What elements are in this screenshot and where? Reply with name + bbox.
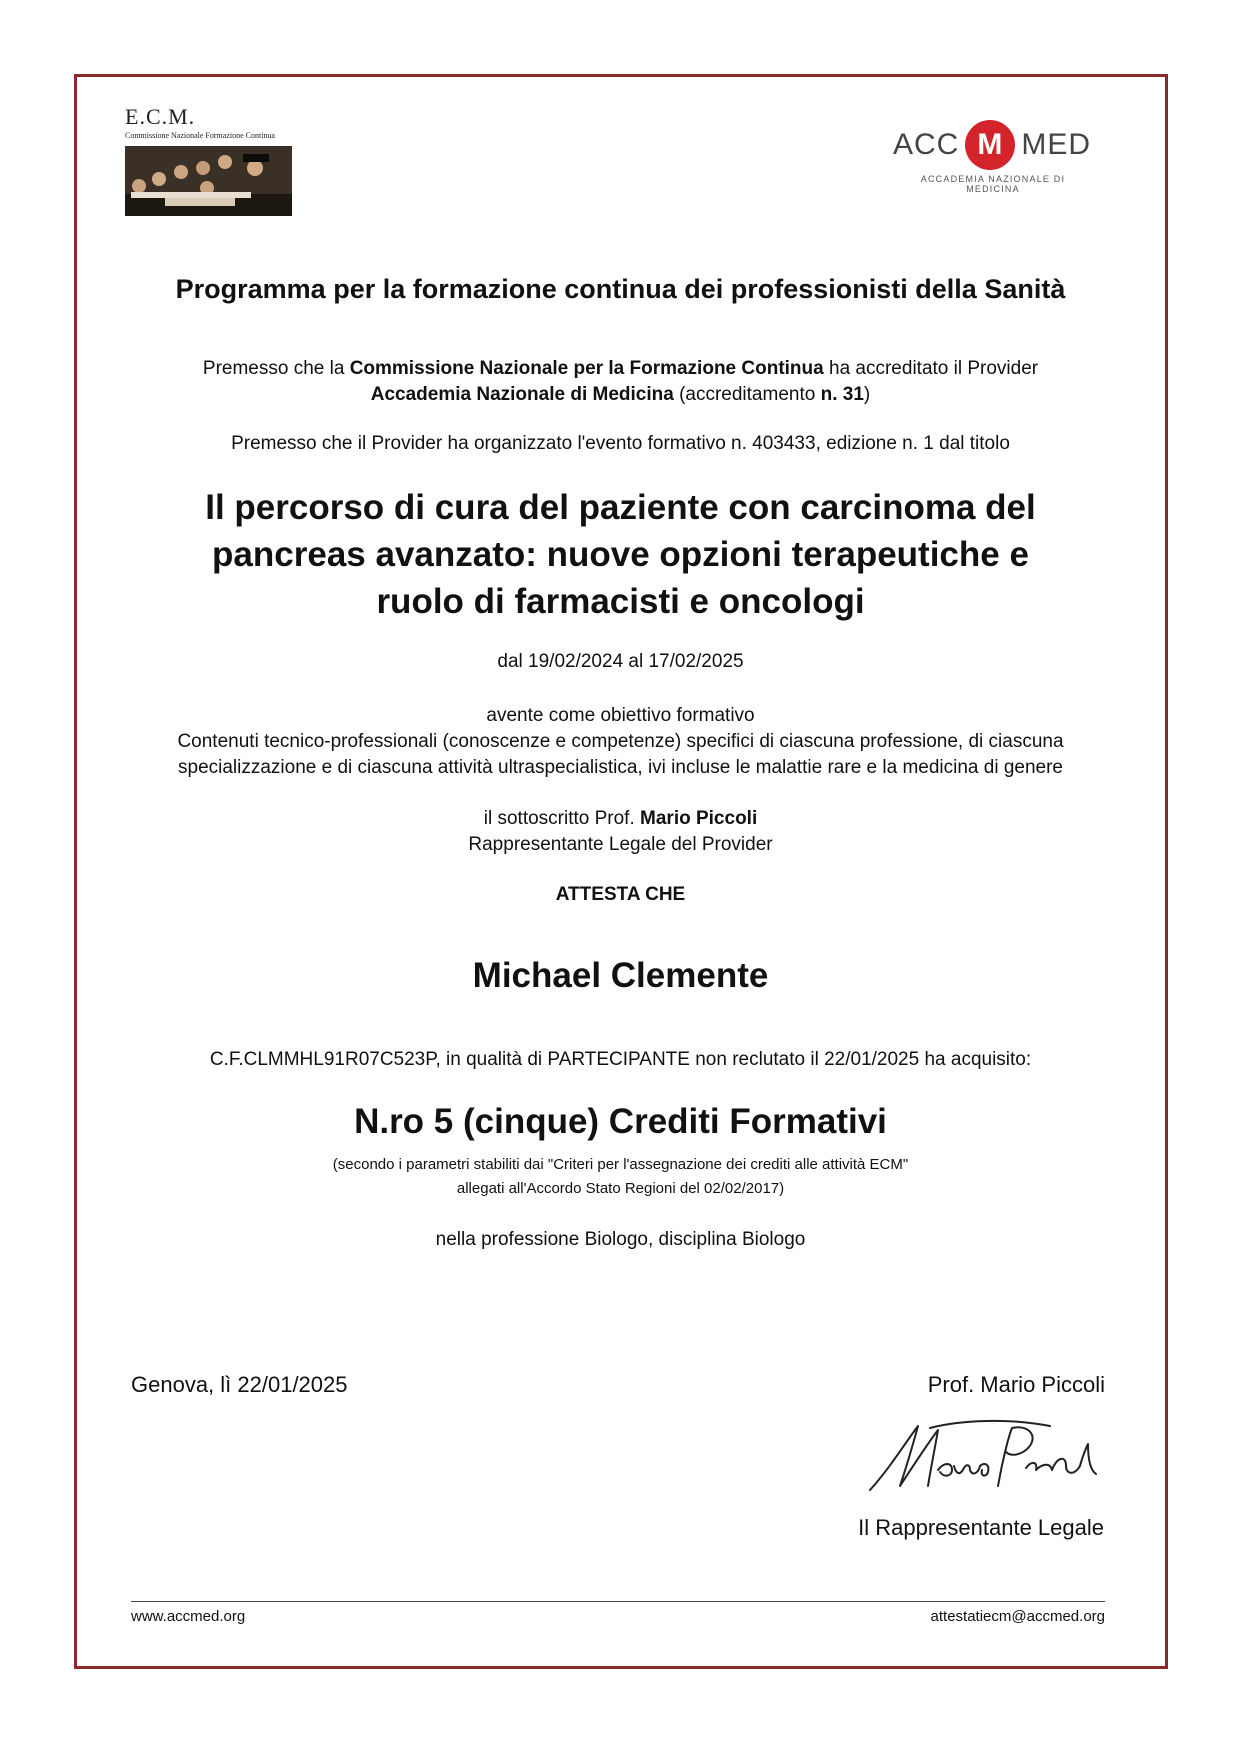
premise-event: Premesso che il Provider ha organizzato l'evento formativo n. 403433, edizione n. 1 dal titolo (231, 433, 1010, 454)
event-title (0, 484, 1241, 625)
footer-divider (131, 1601, 1105, 1602)
credits-criteria (0, 1153, 1241, 1201)
premise-text-a: Premesso che la (202, 358, 350, 379)
anatomy-lesson-painting (125, 146, 292, 216)
fiscal-code-line: C.F.CLMMHL91R07C523P, in qualità di PARTECIPANTE non reclutato il 22/01/2025 ha acquisito: (209, 1049, 1032, 1070)
objective-label: avente come obiettivo formativo (486, 705, 755, 726)
accreditation-number: n. 31 (820, 384, 864, 405)
premise-text-c: ha accreditato il Provider (823, 358, 1039, 379)
event-title-line: Il percorso di cura del paziente con carcinoma del (205, 488, 1036, 527)
accmed-m-icon: M (965, 120, 1015, 170)
signer-name: Prof. Mario Piccoli (927, 1372, 1105, 1397)
undersigned-block (0, 806, 1241, 858)
profession-line: nella professione Biologo, disciplina Biologo (435, 1229, 806, 1250)
training-objective (0, 703, 1241, 781)
credits-awarded: N.ro 5 (cinque) Crediti Formativi (354, 1102, 887, 1141)
undersigned-name: Mario Piccoli (640, 808, 758, 829)
handwritten-signature (860, 1418, 1105, 1498)
participant-name: Michael Clemente (472, 956, 769, 995)
event-dates: dal 19/02/2024 al 17/02/2025 (497, 651, 744, 672)
accmed-logo-left: ACC (893, 128, 960, 161)
event-title-line: ruolo di farmacisti e oncologi (376, 582, 865, 621)
accmed-logo-right: MED (1021, 128, 1092, 161)
ecm-logo-subtitle: Commissione Nazionale Formazione Continua (125, 131, 275, 140)
ecm-logo-title: E.C.M. (125, 104, 196, 129)
premise-text-e: (accreditamento (673, 384, 821, 405)
event-title-line: pancreas avanzato: nuove opzioni terapeutiche e (212, 535, 1029, 574)
criteria-line: allegati all'Accordo Stato Regioni del 02/02/2017) (456, 1180, 785, 1197)
objective-text: Contenuti tecnico-professionali (conoscenze e competenze) specifici di ciascuna professione, di ciascuna (177, 731, 1064, 752)
attesta-heading: ATTESTA CHE (555, 884, 686, 905)
premise-text-g: ) (863, 384, 871, 405)
place-date: Genova, lì 22/01/2025 (131, 1372, 348, 1397)
undersigned-role: Rappresentante Legale del Provider (468, 834, 773, 855)
legal-representative: Il Rappresentante Legale (858, 1515, 1104, 1540)
footer-email: attestatiecm@accmed.org (930, 1608, 1105, 1625)
footer-website: www.accmed.org (131, 1608, 246, 1625)
commission-name: Commissione Nazionale per la Formazione Continua (349, 358, 824, 379)
objective-text: specializzazione e di ciascuna attività ultraspecialistica, ivi incluse le malattie rare e la medicina di genere (178, 757, 1063, 778)
criteria-line: (secondo i parametri stabiliti dai "Criteri per l'assegnazione dei crediti alle attività ECM" (332, 1156, 909, 1173)
program-title: Programma per la formazione continua dei professionisti della Sanità (175, 274, 1066, 304)
accmed-logo-subtitle: ACCADEMIA NAZIONALE DI MEDICINA (920, 174, 1066, 194)
ecm-logo (125, 104, 292, 221)
accmed-logo (893, 120, 1093, 194)
undersigned-prefix: il sottoscritto Prof. (483, 808, 641, 829)
premise-commission (0, 356, 1241, 408)
provider-name: Accademia Nazionale di Medicina (370, 384, 674, 405)
